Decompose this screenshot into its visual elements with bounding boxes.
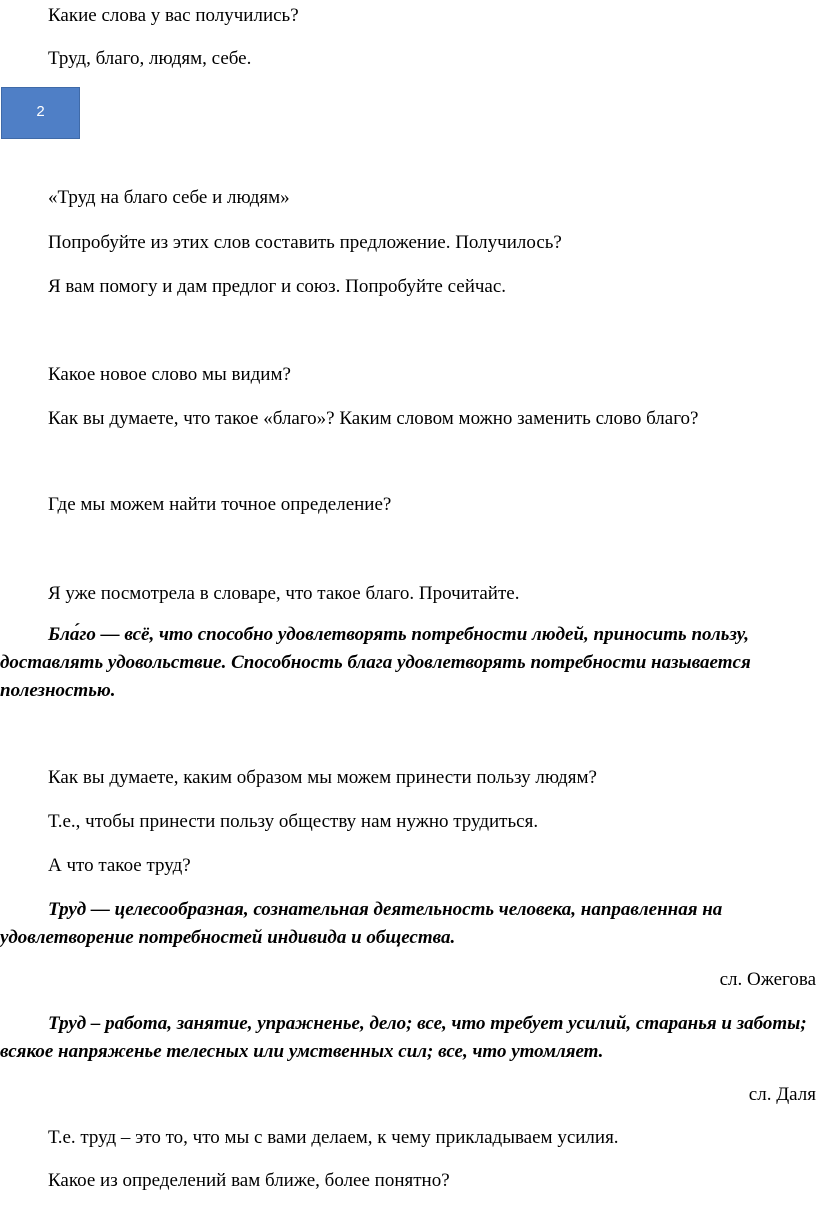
text-line: А что такое труд? [48, 855, 191, 876]
text-line: Я вам помогу и дам предлог и союз. Попробуйте сейчас. [48, 276, 507, 297]
text-line: Какое новое слово мы видим? [48, 364, 291, 385]
definition-trud-dal: Труд – работа, занятие, упражненье, дело; все, что требует усилий, старанья и заботы; всякое напряженье телесных или умственных сил; все, что утомляет. [0, 1013, 807, 1062]
text-line: Какие слова у вас получились? [48, 5, 299, 26]
definition-trud-ozhegov: Труд — целесообразная, сознательная деятельность человека, направленная на удовлетворение потребностей индивида и общества. [0, 899, 723, 948]
text-line: Попробуйте из этих слов составить предложение. Получилось? [48, 232, 562, 253]
text-line: Как вы думаете, каким образом мы можем принести пользу людям? [48, 767, 597, 788]
text-line: Труд, благо, людям, себе. [48, 48, 252, 69]
text-line: «Труд на благо себе и людям» [48, 187, 290, 208]
text-line: Т.е. труд – это то, что мы с вами делаем, к чему прикладываем усилия. [48, 1127, 619, 1148]
definition-blago: Бла́го — всё, что способно удовлетворять потребности людей, приносить пользу, доставлять удовольствие. Способность блага удовлетворять потребности называется полезностью. [0, 624, 751, 701]
source-dal: сл. Даля [748, 1084, 816, 1105]
text-line: Т.е., чтобы принести пользу обществу нам нужно трудиться. [48, 811, 539, 832]
source-ozhegov: сл. Ожегова [719, 969, 816, 990]
text-line: Как вы думаете, что такое «благо»? Каким словом можно заменить слово благо? [48, 408, 699, 429]
text-line: Я уже посмотрела в словаре, что такое благо. Прочитайте. [48, 583, 520, 604]
slide-number-badge: 2 [1, 87, 80, 139]
text-line: Где мы можем найти точное определение? [48, 494, 392, 515]
text-line: Какое из определений вам ближе, более понятно? [48, 1170, 450, 1191]
